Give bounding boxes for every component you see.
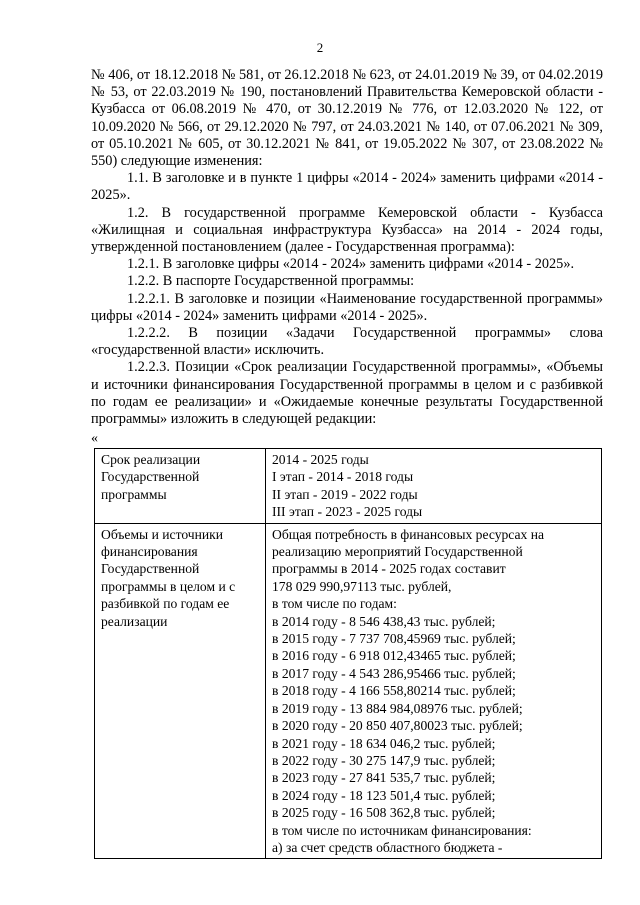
label-cell-implementation-period — [95, 449, 266, 524]
value-line: Общая потребность в финансовых ресурсах на — [272, 526, 545, 542]
label-line: программы — [101, 486, 167, 502]
value-line: в том числе по источникам финансирования: — [272, 822, 532, 838]
value-line: программы в 2014 - 2025 годах составит — [272, 561, 506, 577]
label-line: Срок реализации — [101, 452, 201, 467]
value-line: I этап - 2014 - 2018 годы — [272, 469, 414, 485]
body-text — [91, 67, 603, 428]
label-cell-financing — [95, 523, 266, 859]
paragraph-amendment-list: № 406, от 18.12.2018 № 581, от 26.12.2018 № 623, от 24.01.2019 № 39, от 04.02.2019 № 53, от 22.03.2019 № 190, постановлений Правительства Кемеровской области - Кузбасса от 06.08.2019 № 470, от 30.12.2019 № 776, от 12.03.2020 № 122, от 10.09.2020 № 566, от 29.12.2020 № 797, от 24.03.2021 № 140, от 07.06.2021 № 309, от 05.10.2021 № 605, от 30.12.2021 № 841, от 19.05.2022 № 307, от 23.08.2022 № 550) следующие изменения: — [91, 67, 603, 170]
value-line-year-2021: в 2021 году - 18 634 046,2 тыс. рублей; — [272, 735, 496, 751]
program-passport-table — [94, 448, 602, 859]
value-line-year-2023: в 2023 году - 27 841 535,7 тыс. рублей; — [272, 770, 496, 786]
paragraph-1-2-2-3: 1.2.2.3. Позиции «Срок реализации Государственной программы», «Объемы и источники финансирования Государственной программы в целом и с разбивкой по годам ее реализации» и «Ожидаемые конечные результаты Государственной программы» изложить в следующей редакции: — [91, 359, 603, 428]
value-line-year-2022: в 2022 году - 30 275 147,9 тыс. рублей; — [272, 752, 496, 768]
label-line: Объемы и источники — [101, 526, 224, 542]
value-line: реализацию мероприятий Государственной — [272, 544, 523, 560]
value-line-year-2020: в 2020 году - 20 850 407,80023 тыс. рублей; — [272, 718, 523, 734]
value-cell-financing — [266, 523, 602, 859]
value-line-year-2017: в 2017 году - 4 543 286,95466 тыс. рублей; — [272, 665, 516, 681]
label-line: реализации — [101, 613, 168, 629]
opening-quote-mark: « — [91, 431, 98, 446]
value-line-year-2014: в 2014 году - 8 546 438,43 тыс. рублей; — [272, 613, 496, 629]
label-line: программы в целом и с — [101, 578, 236, 594]
value-line-year-2024: в 2024 году - 18 123 501,4 тыс. рублей; — [272, 787, 496, 803]
label-line: Государственной — [101, 469, 200, 485]
label-line: разбивкой по годам ее — [101, 596, 230, 612]
paragraph-1-2-1: 1.2.1. В заголовке цифры «2014 - 2024» заменить цифрами «2014 - 2025». — [127, 256, 575, 273]
table-row-implementation-period — [95, 449, 602, 524]
value-cell-implementation-period — [266, 449, 602, 524]
paragraph-1-2-2: 1.2.2. В паспорте Государственной программы: — [127, 273, 415, 290]
value-line-year-2019: в 2019 году - 13 884 984,08976 тыс. рублей; — [272, 700, 523, 716]
table-row-financing — [95, 523, 602, 859]
value-line: 2014 - 2025 годы — [272, 452, 369, 467]
paragraph-1-1: 1.1. В заголовке и в пункте 1 цифры «2014 - 2024» заменить цифрами «2014 - 2025». — [91, 170, 603, 204]
value-line: а) за счет средств областного бюджета - — [272, 839, 503, 855]
paragraph-1-2-2-2: 1.2.2.2. В позиции «Задачи Государственной программы» слова «государственной власти» исключить. — [91, 325, 603, 359]
value-line: в том числе по годам: — [272, 596, 397, 612]
paragraph-1-2: 1.2. В государственной программе Кемеровской области - Кузбасса «Жилищная и социальная инфраструктура Кузбасса» на 2014 - 2024 годы, утвержденной постановлением (далее - Государственная программа): — [91, 204, 603, 256]
value-line: III этап - 2023 - 2025 годы — [272, 504, 423, 520]
label-line: Государственной — [101, 561, 200, 577]
value-line-year-2025: в 2025 году - 16 508 362,8 тыс. рублей; — [272, 805, 496, 821]
value-line: 178 029 990,97113 тыс. рублей, — [272, 578, 452, 594]
label-line: финансирования — [101, 544, 198, 560]
value-line-year-2016: в 2016 году - 6 918 012,43465 тыс. рублей; — [272, 648, 516, 664]
value-line-year-2018: в 2018 году - 4 166 558,80214 тыс. рублей; — [272, 683, 516, 699]
value-line-year-2015: в 2015 году - 7 737 708,45969 тыс. рублей; — [272, 631, 516, 647]
paragraph-1-2-2-1: 1.2.2.1. В заголовке и позиции «Наименование государственной программы» цифры «2014 - 2024» заменить цифрами «2014 - 2025». — [91, 290, 603, 324]
value-line: II этап - 2019 - 2022 годы — [272, 486, 418, 502]
page-number: 2 — [316, 40, 324, 55]
